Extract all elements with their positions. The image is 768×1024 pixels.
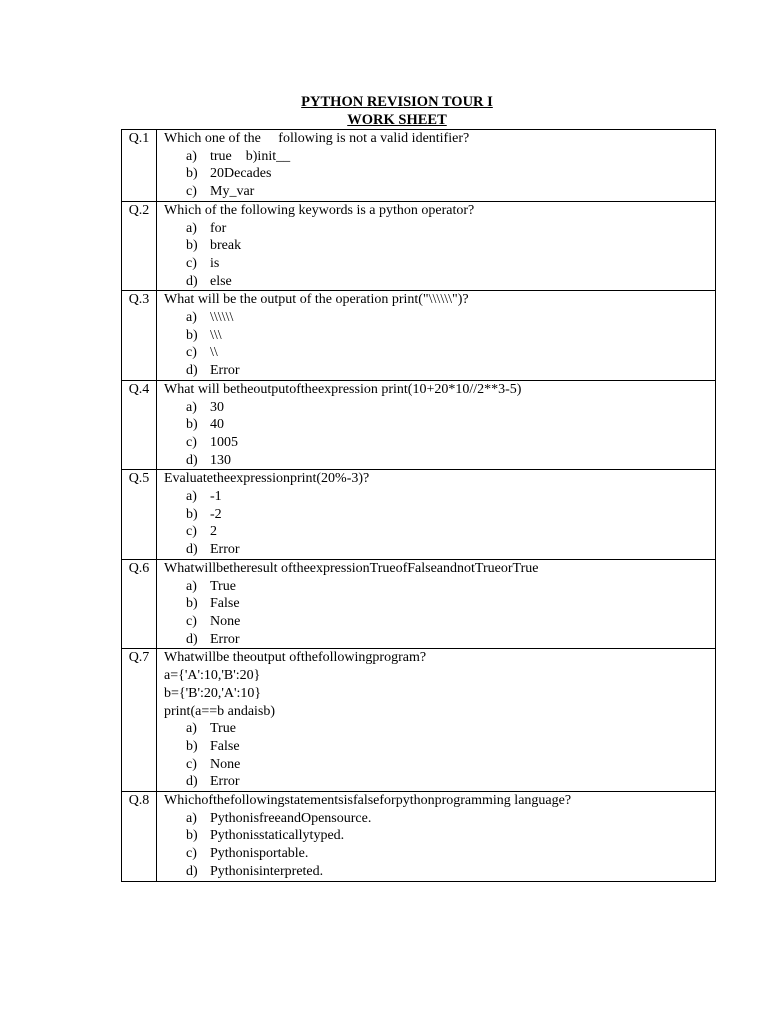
answer-option bbox=[164, 827, 715, 845]
answer-option bbox=[164, 237, 715, 255]
worksheet-body bbox=[122, 130, 716, 882]
question-row bbox=[122, 380, 716, 470]
answer-option bbox=[164, 523, 715, 541]
option-letter: b) bbox=[186, 738, 198, 754]
answer-option bbox=[164, 273, 715, 291]
option-letter: c) bbox=[186, 846, 197, 862]
option-letter: b) bbox=[186, 238, 198, 254]
question-number: Q.6 bbox=[122, 559, 157, 649]
question-row bbox=[122, 130, 716, 202]
answer-option bbox=[164, 183, 715, 201]
question-number: Q.8 bbox=[122, 792, 157, 882]
answer-option bbox=[164, 344, 715, 362]
option-letter: c) bbox=[186, 756, 197, 772]
option-letter: d) bbox=[186, 363, 198, 379]
page-subtitle: WORK SHEET bbox=[347, 111, 447, 128]
question-body bbox=[157, 130, 716, 202]
question-number: Q.1 bbox=[122, 130, 157, 202]
option-text: break bbox=[210, 238, 242, 254]
option-letter: d) bbox=[186, 631, 198, 647]
answer-option bbox=[164, 631, 715, 649]
option-letter: d) bbox=[186, 863, 198, 879]
option-letter: b) bbox=[186, 506, 198, 522]
option-text: Pythonisportable. bbox=[210, 846, 309, 862]
question-number: Q.7 bbox=[122, 649, 157, 792]
option-text: 1005 bbox=[210, 434, 238, 450]
code-line: b={'B':20,'A':10} bbox=[164, 685, 262, 701]
option-text: Error bbox=[210, 542, 240, 558]
option-text: \\\ bbox=[210, 327, 222, 343]
option-letter: c) bbox=[186, 613, 197, 629]
answer-option bbox=[164, 578, 715, 596]
question-row bbox=[122, 291, 716, 381]
question-row bbox=[122, 201, 716, 291]
option-text: for bbox=[210, 220, 227, 236]
option-text: -2 bbox=[210, 506, 222, 522]
answer-option bbox=[164, 773, 715, 791]
answer-option bbox=[164, 416, 715, 434]
option-letter: b) bbox=[186, 596, 198, 612]
option-letter: a) bbox=[186, 220, 197, 236]
question-text: What will betheoutputoftheexpression print(10+20*10//2**3-5) bbox=[164, 381, 522, 397]
option-letter: c) bbox=[186, 345, 197, 361]
option-letter: b) bbox=[186, 166, 198, 182]
option-text: 130 bbox=[210, 452, 231, 468]
page-header bbox=[0, 94, 768, 129]
answer-option bbox=[164, 255, 715, 273]
option-text: 40 bbox=[210, 417, 224, 433]
option-letter: b) bbox=[186, 327, 198, 343]
question-text: Whatwillbe theoutput ofthefollowingprogram? bbox=[164, 650, 427, 666]
option-letter: c) bbox=[186, 184, 197, 200]
option-text: My_var bbox=[210, 184, 255, 200]
question-number: Q.5 bbox=[122, 470, 157, 560]
question-text: What will be the output of the operation print("\\\\\\")? bbox=[164, 292, 469, 308]
option-text: Pythonisinterpreted. bbox=[210, 863, 324, 879]
question-text: Evaluatetheexpressionprint(20%-3)? bbox=[164, 471, 370, 487]
option-text: else bbox=[210, 273, 232, 289]
question-text: Whichofthefollowingstatementsisfalseforpythonprogramming language? bbox=[164, 793, 572, 809]
answer-option bbox=[164, 165, 715, 183]
option-text: None bbox=[210, 756, 241, 772]
question-number: Q.2 bbox=[122, 201, 157, 291]
question-text: Which one of the following is not a valid identifier? bbox=[164, 131, 470, 146]
answer-option bbox=[164, 148, 715, 166]
question-text: Which of the following keywords is a python operator? bbox=[164, 202, 475, 218]
option-text: Error bbox=[210, 774, 240, 790]
answer-option bbox=[164, 434, 715, 452]
answer-option bbox=[164, 399, 715, 417]
option-text: is bbox=[210, 255, 220, 271]
answer-option bbox=[164, 220, 715, 238]
question-row bbox=[122, 649, 716, 792]
question-body bbox=[157, 470, 716, 560]
code-line: a={'A':10,'B':20} bbox=[164, 668, 261, 684]
option-letter: d) bbox=[186, 452, 198, 468]
option-letter: c) bbox=[186, 524, 197, 540]
worksheet-table bbox=[121, 129, 716, 882]
answer-option bbox=[164, 595, 715, 613]
option-letter: a) bbox=[186, 399, 197, 415]
option-letter: a) bbox=[186, 578, 197, 594]
option-text: Pythonisstaticallytyped. bbox=[210, 828, 345, 844]
answer-option bbox=[164, 738, 715, 756]
option-letter: a) bbox=[186, 148, 197, 164]
option-text: true b)init__ bbox=[210, 148, 291, 164]
option-text: False bbox=[210, 738, 240, 754]
question-row bbox=[122, 470, 716, 560]
answer-option bbox=[164, 613, 715, 631]
option-letter: a) bbox=[186, 489, 197, 505]
question-text: Whatwillbetheresult oftheexpressionTrueofFalseandnotTrueorTrue bbox=[164, 560, 539, 576]
page-title: PYTHON REVISION TOUR I bbox=[301, 94, 493, 110]
option-text: True bbox=[210, 578, 236, 594]
question-body bbox=[157, 559, 716, 649]
answer-option bbox=[164, 541, 715, 559]
answer-option bbox=[164, 506, 715, 524]
question-row bbox=[122, 792, 716, 882]
option-letter: c) bbox=[186, 255, 197, 271]
question-number: Q.3 bbox=[122, 291, 157, 381]
answer-option bbox=[164, 362, 715, 380]
option-letter: d) bbox=[186, 273, 198, 289]
option-letter: c) bbox=[186, 434, 197, 450]
answer-option bbox=[164, 845, 715, 863]
question-body bbox=[157, 380, 716, 470]
option-letter: b) bbox=[186, 417, 198, 433]
option-letter: a) bbox=[186, 310, 197, 326]
option-text: PythonisfreeandOpensource. bbox=[210, 810, 372, 826]
option-text: \\\\\\ bbox=[210, 310, 234, 326]
answer-option bbox=[164, 720, 715, 738]
option-text: 2 bbox=[210, 524, 217, 540]
option-letter: d) bbox=[186, 774, 198, 790]
question-body bbox=[157, 792, 716, 882]
option-letter: b) bbox=[186, 828, 198, 844]
option-text: -1 bbox=[210, 489, 222, 505]
option-text: \\ bbox=[210, 345, 218, 361]
question-row bbox=[122, 559, 716, 649]
option-text: None bbox=[210, 613, 241, 629]
option-text: Error bbox=[210, 363, 240, 379]
answer-option bbox=[164, 327, 715, 345]
option-letter: a) bbox=[186, 721, 197, 737]
question-number: Q.4 bbox=[122, 380, 157, 470]
code-line: print(a==b andaisb) bbox=[164, 703, 276, 719]
option-text: Error bbox=[210, 631, 240, 647]
answer-option bbox=[164, 488, 715, 506]
option-letter: a) bbox=[186, 810, 197, 826]
answer-option bbox=[164, 810, 715, 828]
option-text: True bbox=[210, 721, 236, 737]
question-body bbox=[157, 201, 716, 291]
question-body bbox=[157, 649, 716, 792]
answer-option bbox=[164, 452, 715, 470]
option-text: False bbox=[210, 596, 240, 612]
answer-option bbox=[164, 756, 715, 774]
question-body bbox=[157, 291, 716, 381]
answer-option bbox=[164, 309, 715, 327]
option-text: 30 bbox=[210, 399, 224, 415]
answer-option bbox=[164, 863, 715, 881]
option-text: 20Decades bbox=[210, 166, 272, 182]
option-letter: d) bbox=[186, 542, 198, 558]
